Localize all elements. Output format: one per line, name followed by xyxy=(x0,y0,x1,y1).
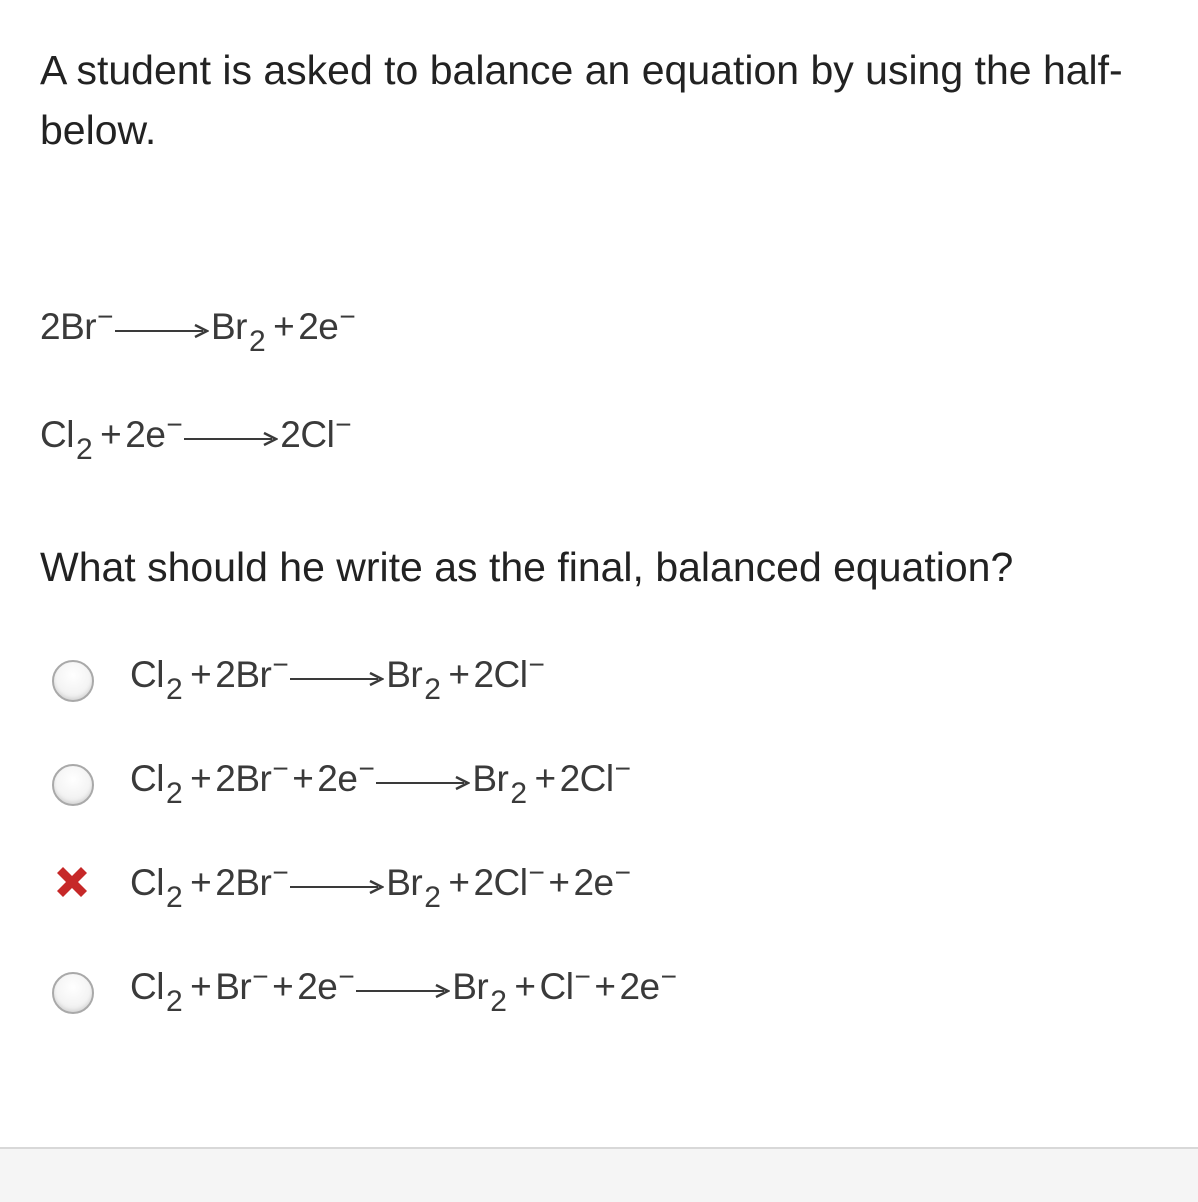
chemical-term: 2e− xyxy=(125,409,183,455)
chemical-term: $Cl_2$ xyxy=(130,966,183,1018)
chemical-term: $Cl_2$ xyxy=(130,758,183,810)
answer-equation xyxy=(130,961,677,1018)
chemical-term: 2e− xyxy=(317,753,375,799)
answer-equation xyxy=(130,649,545,706)
chemical-term: $Br_2$ xyxy=(452,966,507,1018)
reaction-arrow-icon xyxy=(376,773,470,793)
plus-sign: + xyxy=(514,966,536,1007)
plus-sign: + xyxy=(534,758,556,799)
question-line-1: A student is asked to balance an equation by using the half- xyxy=(40,47,1123,93)
answer-option-2[interactable] xyxy=(50,754,1050,824)
footer-bar xyxy=(0,1147,1198,1202)
plus-sign: + xyxy=(190,654,212,695)
plus-sign: + xyxy=(594,966,616,1007)
radio-button-icon[interactable] xyxy=(52,764,94,806)
answer-option-1[interactable] xyxy=(50,650,1050,720)
plus-sign: + xyxy=(292,758,314,799)
reaction-arrow-icon xyxy=(115,321,209,341)
plus-sign: + xyxy=(448,654,470,695)
half-reaction-reduction xyxy=(40,409,352,466)
x-mark-icon xyxy=(52,864,92,904)
chemical-term: 2Cl− xyxy=(473,649,545,695)
chemical-term: 2Cl− xyxy=(473,857,545,903)
plus-sign: + xyxy=(190,966,212,1007)
chemical-term: 2Br− xyxy=(215,649,289,695)
plus-sign: + xyxy=(548,862,570,903)
answer-option-3[interactable] xyxy=(50,858,1050,928)
chemical-term: $Br_2$ xyxy=(386,862,441,914)
chemical-term: 2Br− xyxy=(215,857,289,903)
chemical-term: 2Br− xyxy=(40,301,113,347)
chemical-term: Br− xyxy=(215,961,269,1007)
chemical-term: 2Cl− xyxy=(559,753,631,799)
plus-sign: + xyxy=(273,306,295,347)
radio-button-icon[interactable] xyxy=(52,972,94,1014)
chemical-term: $Br_2$ xyxy=(386,654,441,706)
question-text xyxy=(40,40,1198,160)
chemical-term: $Cl_2$ xyxy=(40,414,93,466)
prompt-text: What should he write as the final, balanced equation? xyxy=(40,544,1014,590)
plus-sign: + xyxy=(190,862,212,903)
chemical-term: 2e− xyxy=(573,857,631,903)
reaction-arrow-icon xyxy=(356,981,450,1001)
chemical-term: $Br_2$ xyxy=(210,306,266,358)
plus-sign: + xyxy=(100,414,122,455)
plus-sign: + xyxy=(272,966,294,1007)
answer-equation xyxy=(130,753,631,810)
reaction-arrow-icon xyxy=(184,429,278,449)
answer-option-4[interactable] xyxy=(50,962,1050,1032)
chemical-term: 2e− xyxy=(297,961,355,1007)
chemical-term: 2Cl− xyxy=(280,409,352,455)
plus-sign: + xyxy=(190,758,212,799)
chemical-term: $Cl_2$ xyxy=(130,862,183,914)
chemical-term: $Cl_2$ xyxy=(130,654,183,706)
plus-sign: + xyxy=(448,862,470,903)
chemical-term: Cl− xyxy=(539,961,591,1007)
chemical-term: $Br_2$ xyxy=(472,758,527,810)
chemical-term: 2e− xyxy=(298,301,356,347)
reaction-arrow-icon xyxy=(290,669,384,689)
answer-equation xyxy=(130,857,631,914)
question-line-2: below. xyxy=(40,107,157,153)
reaction-arrow-icon xyxy=(290,877,384,897)
chemical-term: 2e− xyxy=(619,961,677,1007)
half-reaction-oxidation xyxy=(40,301,356,358)
radio-button-icon[interactable] xyxy=(52,660,94,702)
chemical-term: 2Br− xyxy=(215,753,289,799)
